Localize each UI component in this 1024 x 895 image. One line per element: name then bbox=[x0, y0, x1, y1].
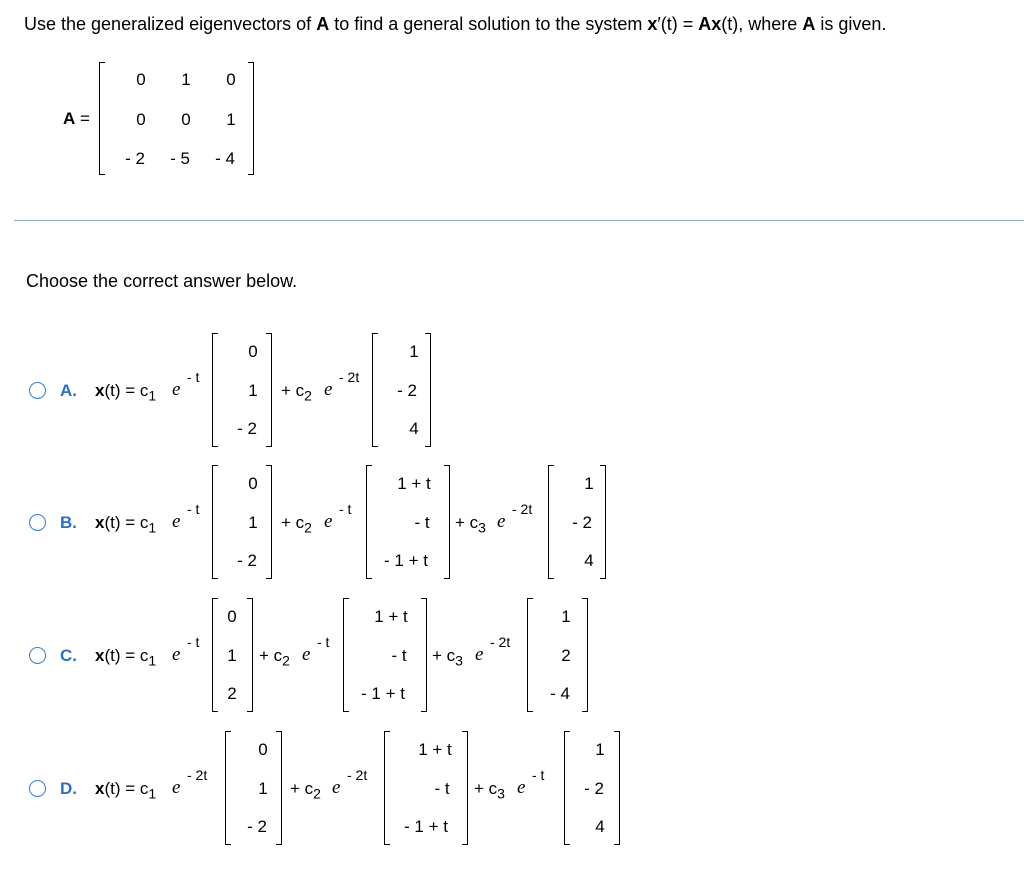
option-c-letter: C. bbox=[60, 646, 77, 665]
option-d-vec3-entry: 4 bbox=[595, 817, 605, 836]
option-c-vec1-entry: 2 bbox=[227, 684, 237, 703]
option-c-exponent: - 2t bbox=[490, 634, 511, 650]
option-b-vec1-right-bracket bbox=[266, 465, 272, 579]
option-a-vec2-entry: 4 bbox=[409, 419, 419, 438]
option-c-vec2-left-bracket bbox=[343, 598, 349, 712]
option-c-vec3-right-bracket bbox=[582, 598, 588, 712]
option-d-exponent: - 2t bbox=[347, 767, 368, 783]
option-c-lhs: $x(t) = c_1$ bbox=[95, 646, 157, 669]
option-c-vec1-left-bracket bbox=[212, 598, 218, 712]
answer-prompt: Choose the correct answer below. bbox=[26, 271, 298, 291]
option-a-vec2-entry: - 2 bbox=[397, 381, 417, 400]
option-c-vec3-left-bracket bbox=[527, 598, 533, 712]
option-d-vec3-left-bracket bbox=[564, 731, 570, 845]
option-a-term2-coef: + $c_2$ bbox=[281, 381, 312, 404]
option-d-term2-coef: + $c_2$ bbox=[290, 779, 321, 802]
option-a-vec1-left-bracket bbox=[212, 333, 218, 447]
option-b-vec3-entry: - 2 bbox=[572, 513, 592, 532]
matrix-right-bracket bbox=[248, 62, 254, 175]
option-a-vec1-entry: - 2 bbox=[237, 419, 257, 438]
option-d-vec3-entry: 1 bbox=[595, 740, 605, 759]
option-c-exp-e: e bbox=[475, 644, 484, 665]
option-a-exponent: - 2t bbox=[339, 369, 360, 385]
option-b-vec2-entry: 1 + t bbox=[397, 474, 431, 493]
matrix-cell: 0 bbox=[136, 70, 146, 89]
option-a-exponent: - t bbox=[187, 369, 200, 385]
option-b-vec3-left-bracket bbox=[548, 465, 554, 579]
option-d-term3-coef: + $c_3$ bbox=[474, 779, 505, 802]
option-b-radio[interactable] bbox=[29, 514, 46, 531]
option-c-vec3-entry: 2 bbox=[561, 646, 571, 665]
matrix-cell: 0 bbox=[181, 110, 191, 129]
option-c-vec2-entry: - t bbox=[391, 646, 407, 665]
option-c-term2-coef: + $c_2$ bbox=[259, 646, 290, 669]
option-b-vec2-entry: - 1 + t bbox=[384, 551, 428, 570]
option-a-exp-e: e bbox=[324, 379, 333, 400]
option-b-vec1-entry: - 2 bbox=[237, 551, 257, 570]
option-c-radio[interactable] bbox=[29, 647, 46, 664]
option-a-vec1-entry: 1 bbox=[248, 381, 258, 400]
matrix-left-bracket bbox=[99, 62, 105, 175]
option-c-vec3-entry: 1 bbox=[561, 607, 571, 626]
option-d-vec1-entry: - 2 bbox=[247, 817, 267, 836]
option-a-lhs: $x(t) = c_1$ bbox=[95, 381, 157, 404]
option-d-vec2-entry: 1 + t bbox=[418, 740, 452, 759]
option-c-vec1-right-bracket bbox=[247, 598, 253, 712]
option-b-vec1-entry: 0 bbox=[248, 474, 258, 493]
option-d-letter: D. bbox=[60, 779, 77, 798]
option-b-letter: B. bbox=[60, 513, 77, 532]
option-b-vec1-left-bracket bbox=[212, 465, 218, 579]
option-a-vec1-right-bracket bbox=[266, 333, 272, 447]
matrix-label: A = bbox=[63, 109, 90, 128]
question-text: Use the generalized eigenvectors of A to find a general solution to the system x′(t) = Ax(t), where A is given. bbox=[24, 14, 887, 34]
option-d-vec2-left-bracket bbox=[384, 731, 390, 845]
option-b-vec3-right-bracket bbox=[600, 465, 606, 579]
section-divider bbox=[14, 220, 1024, 221]
option-d-lhs: $x(t) = c_1$ bbox=[95, 779, 157, 802]
option-d-vec1-left-bracket bbox=[225, 731, 231, 845]
option-d-vec2-right-bracket bbox=[462, 731, 468, 845]
matrix-cell: - 5 bbox=[170, 149, 190, 168]
matrix-cell: 1 bbox=[226, 110, 236, 129]
option-b-exp-e: e bbox=[324, 511, 333, 532]
option-b-exp-e: e bbox=[497, 511, 506, 532]
option-d-vec3-right-bracket bbox=[614, 731, 620, 845]
matrix-cell: - 2 bbox=[125, 149, 145, 168]
option-c-vec2-entry: 1 + t bbox=[374, 607, 408, 626]
option-d-vec1-right-bracket bbox=[276, 731, 282, 845]
option-b-vec1-entry: 1 bbox=[248, 513, 258, 532]
option-b-exponent: - t bbox=[187, 501, 200, 517]
option-b-vec3-entry: 4 bbox=[584, 551, 594, 570]
option-b-exp-e: e bbox=[172, 511, 181, 532]
option-d-vec3-entry: - 2 bbox=[584, 779, 604, 798]
option-b-vec2-right-bracket bbox=[444, 465, 450, 579]
option-c-term3-coef: + $c_3$ bbox=[432, 646, 463, 669]
matrix-cell: - 4 bbox=[215, 149, 235, 168]
option-c-vec3-entry: - 4 bbox=[550, 684, 570, 703]
option-a-letter: A. bbox=[60, 381, 77, 400]
option-c-vec2-right-bracket bbox=[421, 598, 427, 712]
matrix-cell: 1 bbox=[181, 70, 191, 89]
option-c-vec1-entry: 0 bbox=[227, 607, 237, 626]
option-b-term3-coef: + $c_3$ bbox=[455, 513, 486, 536]
option-c-vec2-entry: - 1 + t bbox=[361, 684, 405, 703]
option-b-vec2-left-bracket bbox=[366, 465, 372, 579]
option-d-exp-e: e bbox=[517, 777, 526, 798]
option-d-vec2-entry: - t bbox=[434, 779, 450, 798]
matrix-cell: 0 bbox=[226, 70, 236, 89]
option-b-vec2-entry: - t bbox=[414, 513, 430, 532]
option-a-vec2-right-bracket bbox=[425, 333, 431, 447]
option-b-term2-coef: + $c_2$ bbox=[281, 513, 312, 536]
option-a-vec1-entry: 0 bbox=[248, 342, 258, 361]
option-c-exponent: - t bbox=[187, 634, 200, 650]
matrix-cell: 0 bbox=[136, 110, 146, 129]
option-d-exp-e: e bbox=[332, 777, 341, 798]
option-a-vec2-left-bracket bbox=[372, 333, 378, 447]
option-a-vec2-entry: 1 bbox=[409, 342, 419, 361]
option-b-lhs: $x(t) = c_1$ bbox=[95, 513, 157, 536]
option-a-exp-e: e bbox=[172, 379, 181, 400]
option-d-radio[interactable] bbox=[29, 780, 46, 797]
option-b-exponent: - 2t bbox=[512, 501, 533, 517]
option-b-exponent: - t bbox=[339, 501, 352, 517]
option-d-vec1-entry: 1 bbox=[258, 779, 268, 798]
option-d-exponent: - 2t bbox=[187, 767, 208, 783]
option-d-exponent: - t bbox=[532, 767, 545, 783]
option-a-radio[interactable] bbox=[29, 382, 46, 399]
option-c-vec1-entry: 1 bbox=[227, 646, 237, 665]
option-d-vec1-entry: 0 bbox=[258, 740, 268, 759]
option-b-vec3-entry: 1 bbox=[584, 474, 594, 493]
option-c-exp-e: e bbox=[172, 644, 181, 665]
option-d-exp-e: e bbox=[172, 777, 181, 798]
option-c-exp-e: e bbox=[302, 644, 311, 665]
option-d-vec2-entry: - 1 + t bbox=[404, 817, 448, 836]
option-c-exponent: - t bbox=[317, 634, 330, 650]
